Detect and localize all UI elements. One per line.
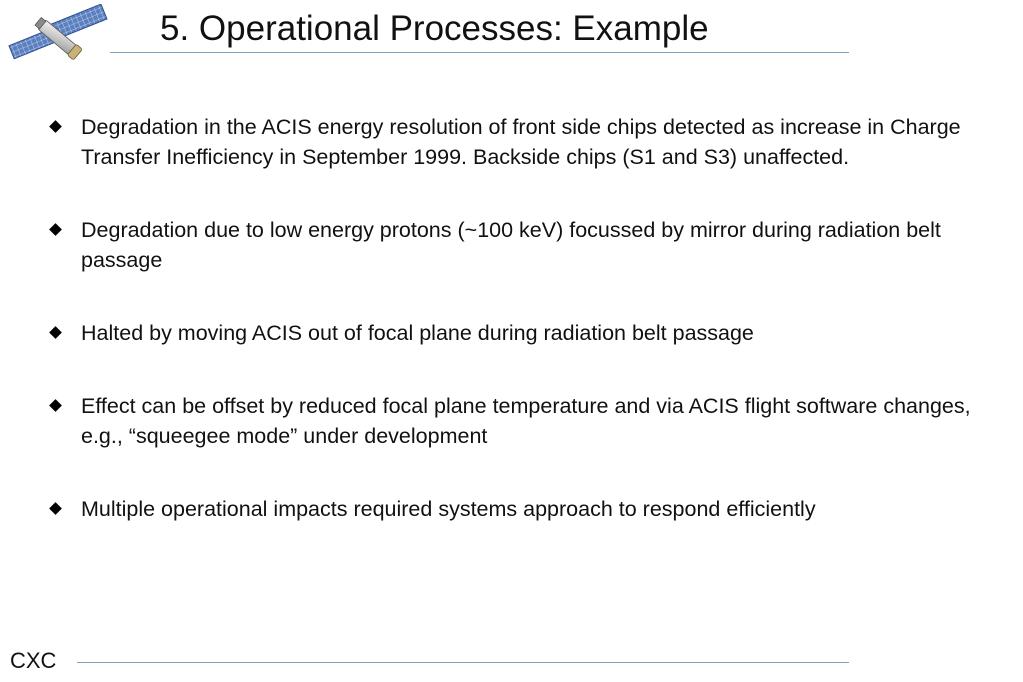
page-title: 5. Operational Processes: Example: [160, 9, 709, 48]
diamond-bullet-icon: [49, 120, 62, 133]
diamond-bullet-icon: [49, 223, 62, 236]
diamond-bullet-icon: [49, 399, 62, 412]
bullet-text: Degradation due to low energy protons (~100 keV) focussed by mirror during radiation belt passage: [81, 218, 941, 272]
list-item: [48, 391, 978, 451]
footer-label: CXC: [10, 648, 57, 673]
list-item: [48, 112, 978, 172]
diamond-bullet-icon: [49, 326, 62, 339]
bullet-text: Halted by moving ACIS out of focal plane during radiation belt passage: [81, 321, 754, 345]
diamond-bullet-icon: [49, 502, 62, 515]
bullet-text: Degradation in the ACIS energy resolution of front side chips detected as increase in Charge Transfer Inefficiency in September 1999. Backside chips (S1 and S3) unaffected.: [81, 115, 961, 169]
list-item: [48, 215, 978, 275]
bullet-text: Multiple operational impacts required systems approach to respond efficiently: [81, 497, 816, 521]
footer-divider: [77, 662, 849, 663]
title-divider: [110, 52, 849, 53]
bullet-text: Effect can be offset by reduced focal plane temperature and via ACIS flight software changes, e.g., “squeegee mode” under development: [81, 394, 971, 448]
list-item: [48, 318, 978, 348]
satellite-icon: [8, 4, 112, 64]
bullet-list: [48, 112, 978, 524]
list-item: [48, 494, 978, 524]
